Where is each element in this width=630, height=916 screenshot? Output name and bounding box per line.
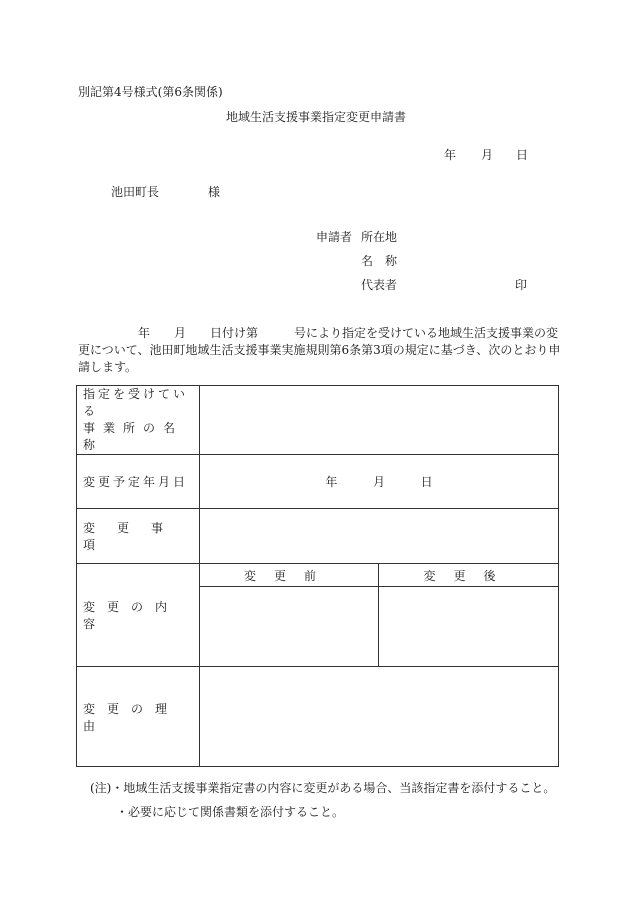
change-items-label: 変更事項 <box>77 509 200 564</box>
facility-name-label-line1: 指定を受けている <box>83 387 189 418</box>
form-number-label: 別記第4号様式(第6条関係) <box>78 85 223 99</box>
change-date-label: 変更予定年月日 <box>77 455 200 509</box>
date-year-label: 年 <box>444 148 457 162</box>
change-date-month: 月 <box>372 475 385 489</box>
note-item-2: ・必要に応じて関係書類を添付すること。 <box>116 805 345 819</box>
facility-name-label-cell <box>77 386 200 455</box>
applicant-name-label: 名称 <box>361 254 410 268</box>
change-items-input-cell[interactable] <box>200 509 559 564</box>
change-before-input-cell[interactable] <box>200 587 379 667</box>
facility-name-input-cell[interactable] <box>200 386 559 455</box>
table-row-change-date <box>77 455 559 509</box>
change-after-input-cell[interactable] <box>379 587 559 667</box>
table-row-change-reason <box>77 667 559 767</box>
date-day-label: 日 <box>516 148 529 162</box>
change-date-input-cell[interactable] <box>200 455 559 509</box>
change-reason-input-cell[interactable] <box>200 667 559 767</box>
application-body-text <box>78 325 561 376</box>
body-line-3: 請します。 <box>78 360 138 374</box>
addressee-name: 池田町長 <box>111 185 160 199</box>
date-month-label: 月 <box>481 148 494 162</box>
change-content-label: 変更の内容 <box>77 564 200 667</box>
application-form-table <box>76 385 559 767</box>
change-after-header: 変更後 <box>379 564 559 587</box>
applicant-representative-label: 代表者 <box>361 278 398 292</box>
table-row-facility-name <box>77 386 559 455</box>
change-reason-label: 変更の理由 <box>77 667 200 767</box>
notes-section <box>90 776 555 824</box>
change-date-day: 日 <box>420 475 433 489</box>
seal-mark-label: 印 <box>515 278 528 292</box>
table-row-change-content-head <box>77 564 559 587</box>
change-before-header: 変更前 <box>200 564 379 587</box>
body-line-2: 更について、池田町地域生活支援事業実施規則第6条第3項の規定に基づき、次のとおり申 <box>78 343 561 357</box>
applicant-address-label: 所在地 <box>361 230 398 244</box>
body-line-1: 年 月 日付け第 号により指定を受けている地域生活支援事業の変 <box>78 326 559 340</box>
table-row-change-items <box>77 509 559 564</box>
applicant-label: 申請者 <box>316 230 353 244</box>
change-date-year: 年 <box>325 475 338 489</box>
note-item-1: (注)・地域生活支援事業指定書の内容に変更がある場合、当該指定書を添付すること。 <box>90 781 556 795</box>
document-title: 地域生活支援事業指定変更申請書 <box>226 110 407 124</box>
facility-name-label-line2: 事業所の名称 <box>83 421 184 452</box>
addressee-honorific: 様 <box>208 185 221 199</box>
